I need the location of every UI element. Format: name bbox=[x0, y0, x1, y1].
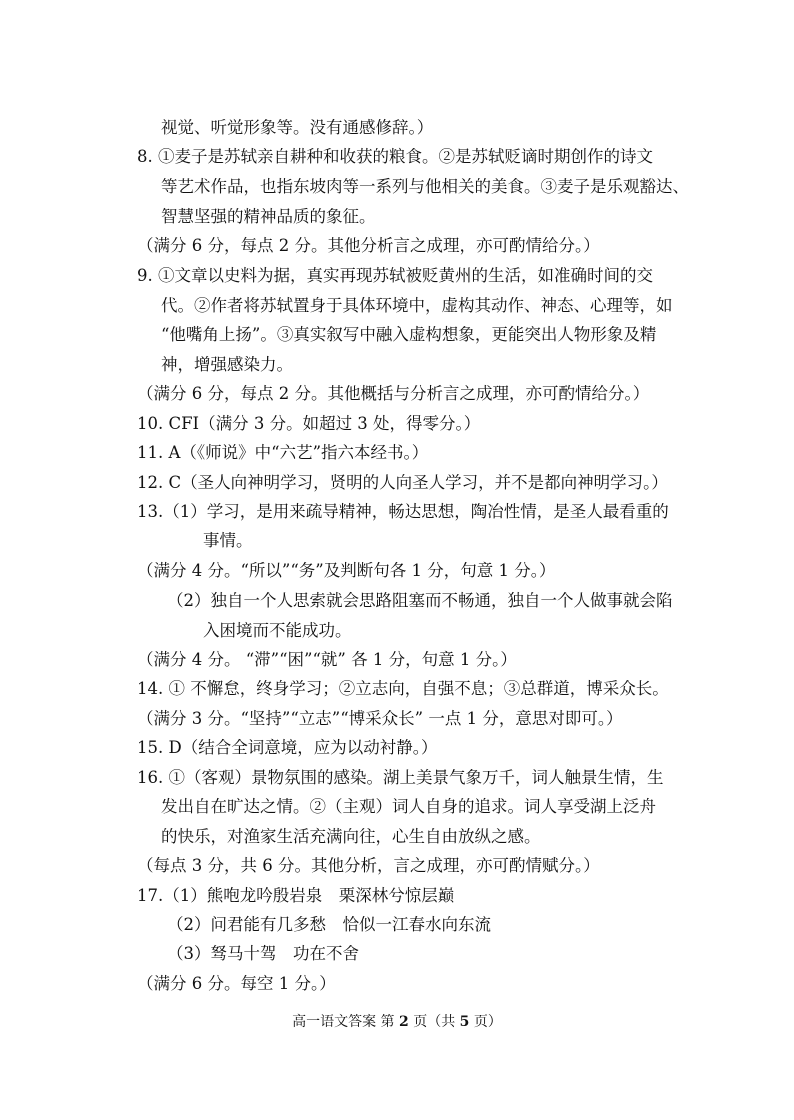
footer-total-pages: 5 bbox=[459, 1014, 470, 1030]
text-line: 16. ①（客观）景物氛围的感染。湖上美景气象万千，词人触景生情，生 bbox=[137, 768, 664, 787]
text-line: （每点 3 分，共 6 分。其他分析，言之成理，亦可酌情赋分。） bbox=[137, 856, 600, 875]
text-line: 事情。 bbox=[203, 531, 253, 550]
text-line: 神，增强感染力。 bbox=[161, 355, 293, 374]
text-line: 11. A（《师说》中“六艺”指六本经书。） bbox=[137, 443, 429, 462]
text-line: 等艺术作品，也指东坡肉等一系列与他相关的美食。③麦子是乐观豁达、 bbox=[161, 177, 689, 196]
footer-middle: 页（共 bbox=[408, 1014, 460, 1030]
text-line: “他嘴角上扬”。③真实叙写中融入虚构想象，更能突出人物形象及精 bbox=[161, 325, 657, 344]
page-footer bbox=[0, 1011, 794, 1031]
text-line: （2）问君能有几多愁 恰似一江春水向东流 bbox=[167, 915, 491, 934]
text-line: 9. ①文章以史料为据，真实再现苏轼被贬黄州的生活，如准确时间的交 bbox=[137, 266, 653, 285]
text-line: 14. ① 不懈怠，终身学习；②立志向，自强不息；③总群道，博采众长。 bbox=[137, 679, 669, 698]
text-line: （满分 4 分。 “滞”“困”“就” 各 1 分，句意 1 分。） bbox=[137, 650, 517, 669]
text-line: 的快乐，对渔家生活充满向往，心生自由放纵之感。 bbox=[161, 827, 541, 846]
text-line: 13.（1）学习，是用来疏导精神，畅达思想，陶冶性情，是圣人最看重的 bbox=[137, 502, 669, 521]
text-line: 17.（1）熊咆龙吟殷岩泉 栗深林兮惊层巅 bbox=[137, 886, 455, 905]
text-line: 8. ①麦子是苏轼亲自耕种和收获的粮食。②是苏轼贬谪时期创作的诗文 bbox=[137, 147, 653, 166]
text-line: 视觉、听觉形象等。没有通感修辞。） bbox=[161, 118, 434, 137]
text-line: （满分 6 分，每点 2 分。其他概括与分析言之成理，亦可酌情给分。） bbox=[137, 384, 650, 403]
text-line: （满分 6 分。每空 1 分。） bbox=[137, 974, 336, 993]
footer-page-number: 2 bbox=[399, 1014, 409, 1030]
text-line: 12. C（圣人向神明学习，贤明的人向圣人学习，并不是都向神明学习。） bbox=[137, 473, 668, 492]
text-line: （满分 3 分。“坚持”“立志”“博采众长” 一点 1 分，意思对即可。） bbox=[137, 709, 623, 728]
text-line: 入困境而不能成功。 bbox=[203, 621, 352, 640]
text-line: （满分 4 分。“所以”“务”及判断句各 1 分，句意 1 分。） bbox=[137, 561, 556, 580]
footer-suffix: 页） bbox=[469, 1014, 502, 1030]
text-line: 代。②作者将苏轼置身于具体环境中，虚构其动作、神态、心理等，如 bbox=[161, 296, 673, 315]
text-line: （3）驽马十驾 功在不舍 bbox=[167, 944, 359, 963]
text-line: 智慧坚强的精神品质的象征。 bbox=[161, 207, 376, 226]
footer-prefix: 高一语文答案 第 bbox=[292, 1014, 400, 1030]
text-line: 10. CFI（满分 3 分。如超过 3 处，得零分。） bbox=[137, 414, 481, 433]
text-line: 15. D（结合全词意境，应为以动衬静。） bbox=[137, 738, 438, 757]
text-line: （2）独自一个人思索就会思路阻塞而不畅通，独自一个人做事就会陷 bbox=[167, 591, 673, 610]
text-line: 发出自在旷达之情。②（主观）词人自身的追求。词人享受湖上泛舟 bbox=[161, 797, 656, 816]
text-line: （满分 6 分，每点 2 分。其他分析言之成理，亦可酌情给分。） bbox=[137, 236, 600, 255]
